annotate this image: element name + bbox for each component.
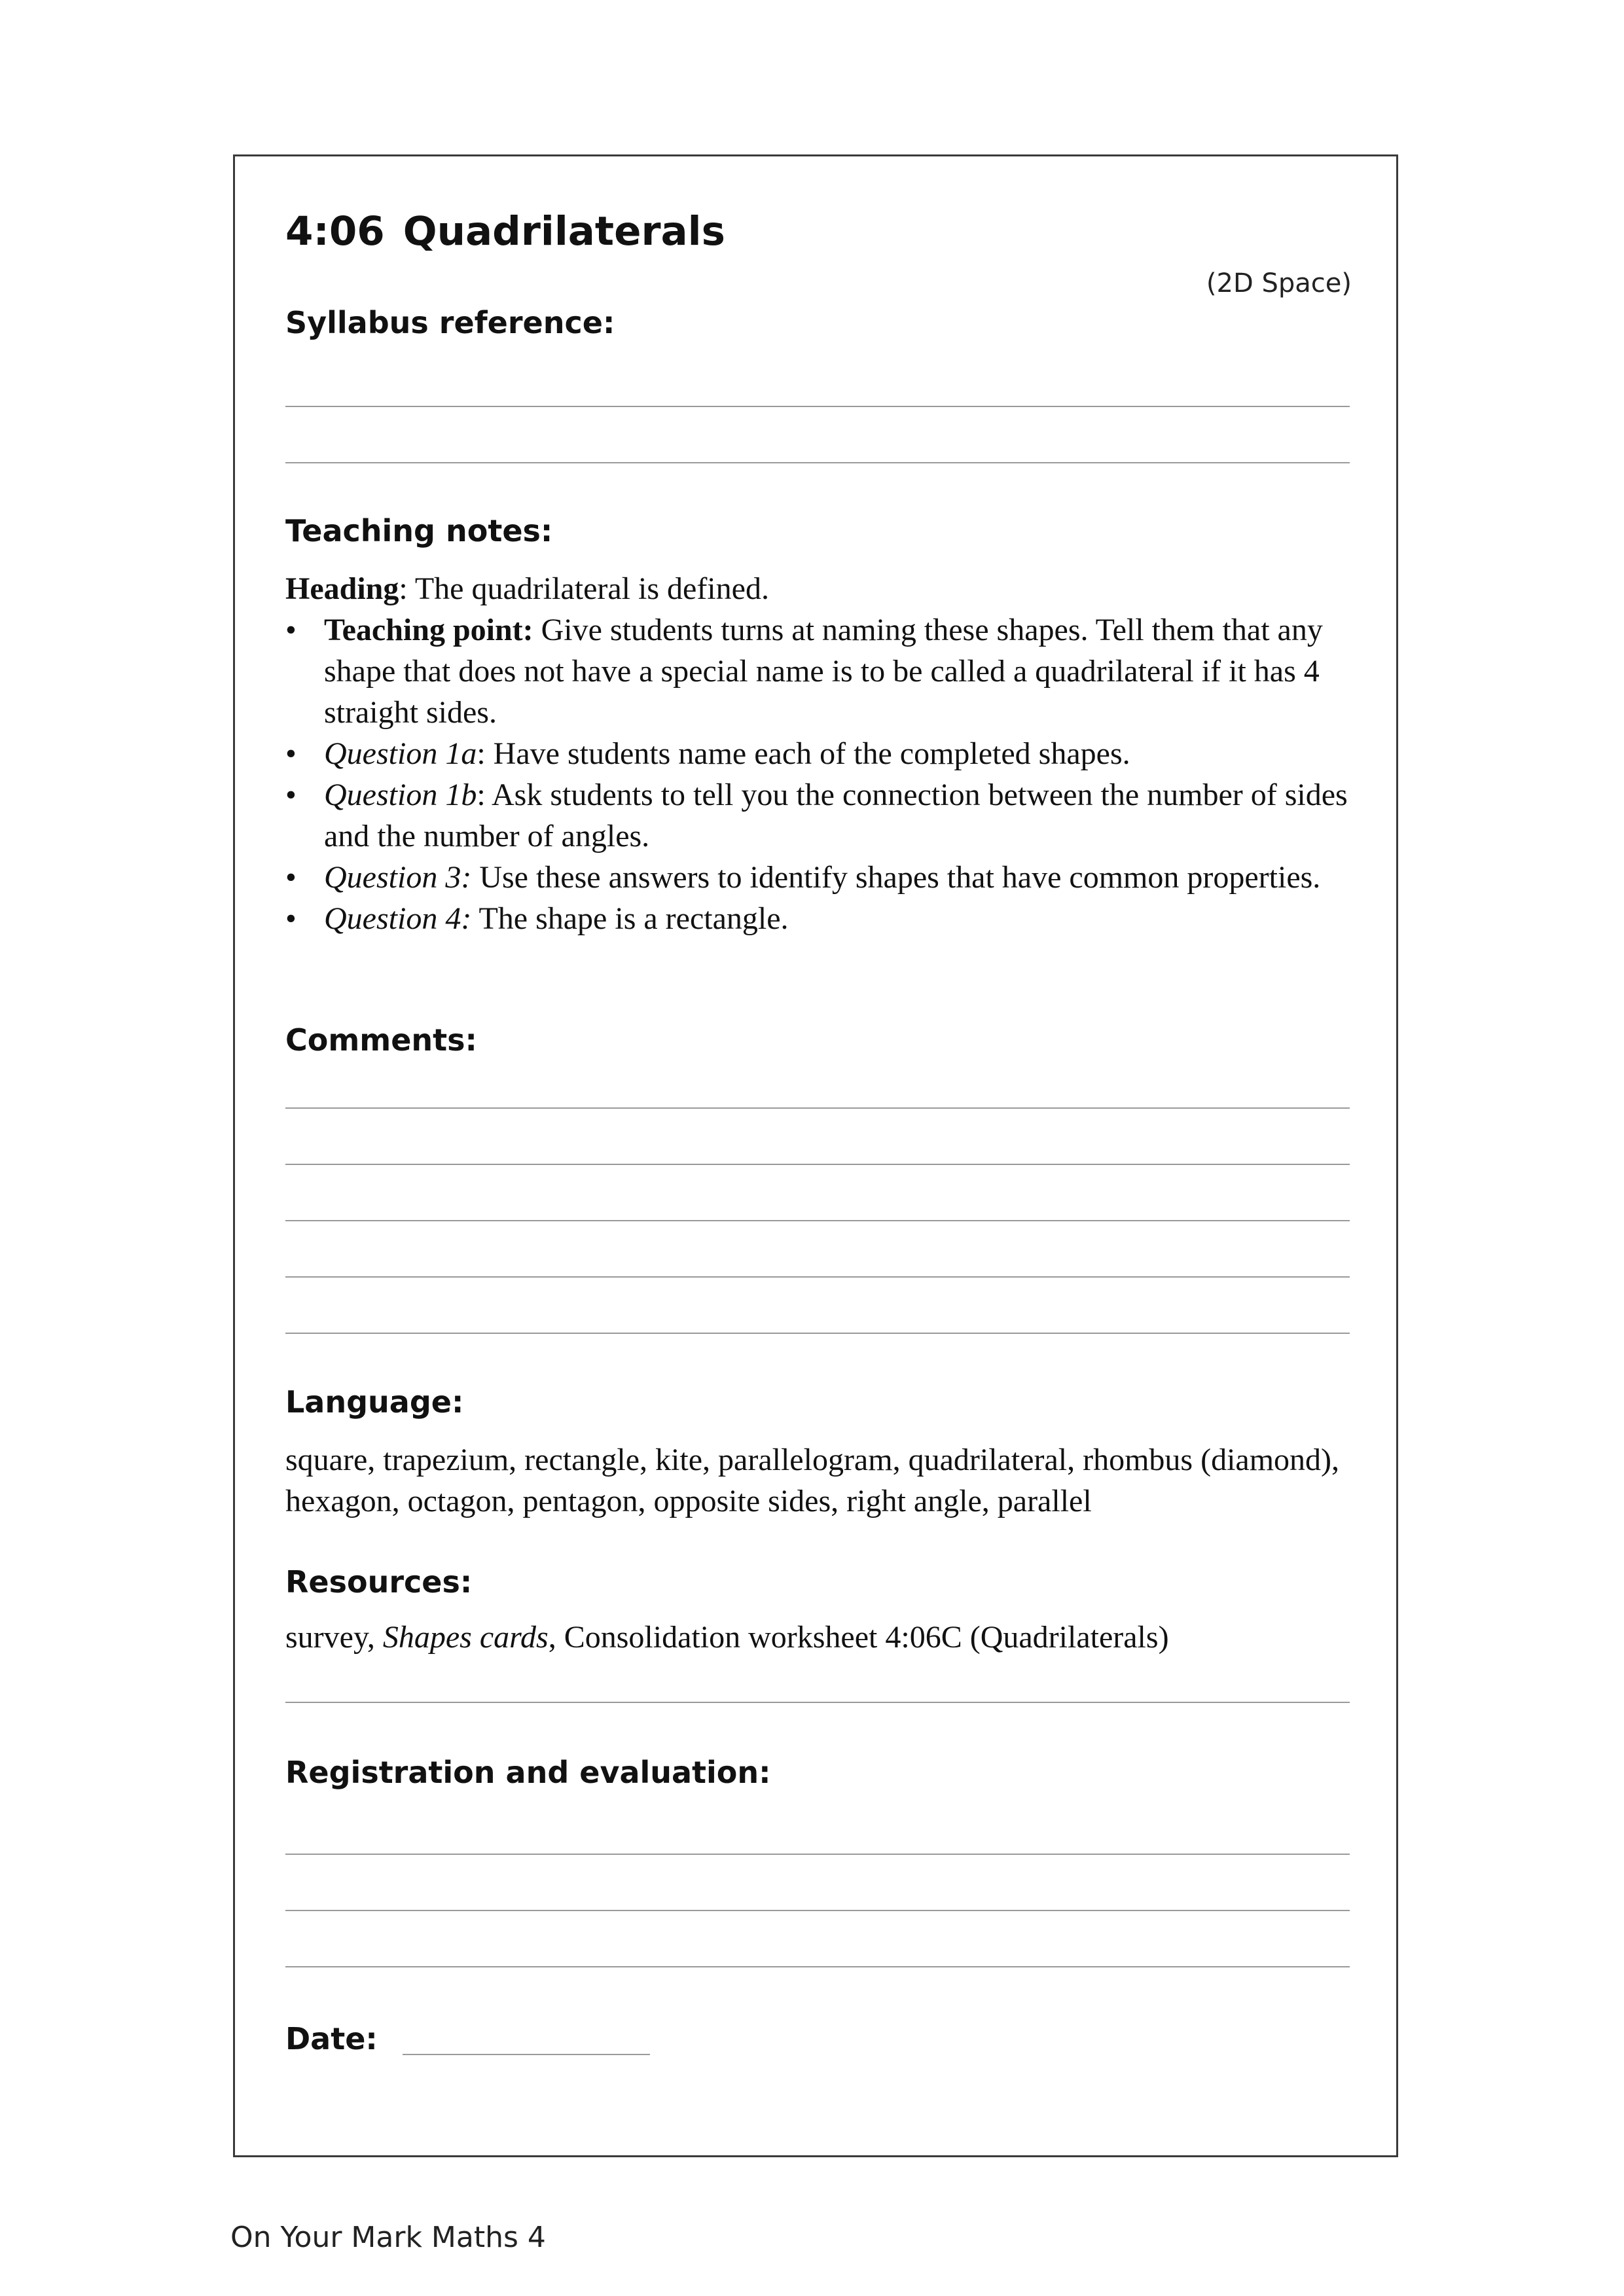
comments-line-3[interactable] — [285, 1220, 1350, 1221]
syllabus-line-2[interactable] — [285, 462, 1350, 463]
list-item — [285, 774, 1359, 857]
comments-line-5[interactable] — [285, 1333, 1350, 1334]
resources-heading: Resources: — [285, 1564, 473, 1600]
teaching-notes-heading: Teaching notes: — [285, 513, 553, 548]
bullet-icon: • — [285, 860, 297, 895]
bullet-icon: • — [285, 613, 297, 647]
bullet-icon: • — [285, 901, 297, 936]
list-item — [285, 898, 1359, 939]
bullet-icon: • — [285, 778, 297, 812]
resources-text-before: survey, — [285, 1620, 383, 1655]
comments-line-1[interactable] — [285, 1107, 1350, 1109]
bullet-label: Question 4: — [324, 901, 472, 936]
list-item — [285, 609, 1359, 733]
registration-line-2[interactable] — [285, 1910, 1350, 1911]
lesson-title: Quadrilaterals — [403, 208, 725, 255]
list-item — [285, 733, 1359, 774]
bullet-text: The shape is a rectangle. — [471, 901, 789, 936]
bullet-text: Give students turns at naming these shapes. Tell them that any shape that does not have a special name is to be called a quadrilateral if it has 4 straight sides. — [324, 613, 1323, 730]
syllabus-heading: Syllabus reference: — [285, 305, 615, 340]
page-title — [285, 208, 725, 255]
lesson-number: 4:06 — [285, 208, 385, 255]
date-label: Date: — [285, 2021, 378, 2056]
lead-text: : The quadrilateral is defined. — [399, 571, 769, 606]
comments-line-2[interactable] — [285, 1164, 1350, 1165]
resources-text — [285, 1617, 1359, 1658]
bullet-label: Question 3: — [324, 860, 472, 895]
date-field-line[interactable] — [403, 2054, 650, 2055]
bullet-label: Teaching point: — [324, 613, 533, 647]
bullet-text: : Ask students to tell you the connection between the number of sides and the number of angles. — [324, 778, 1348, 853]
comments-heading: Comments: — [285, 1022, 477, 1058]
bullet-label: Question 1a — [324, 736, 477, 771]
resources-italic-item: Shapes cards — [382, 1620, 549, 1655]
teaching-notes-lead — [285, 568, 1359, 609]
registration-line-1[interactable] — [285, 1854, 1350, 1855]
bullet-text: : Have students name each of the completed shapes. — [477, 736, 1130, 771]
resources-text-after: , Consolidation worksheet 4:06C (Quadrilaterals) — [548, 1620, 1169, 1655]
language-heading: Language: — [285, 1384, 464, 1420]
list-item — [285, 857, 1359, 898]
lead-label: Heading — [285, 571, 399, 606]
resources-line[interactable] — [285, 1702, 1350, 1703]
category-tag: (2D Space) — [1206, 268, 1352, 298]
syllabus-line-1[interactable] — [285, 406, 1350, 407]
language-text: square, trapezium, rectangle, kite, parallelogram, quadrilateral, rhombus (diamond), hexagon, octagon, pentagon, opposite sides, right angle, parallel — [285, 1443, 1340, 1518]
page-frame — [233, 154, 1398, 2157]
teaching-notes-list — [285, 609, 1359, 939]
registration-line-3[interactable] — [285, 1966, 1350, 1967]
bullet-label: Question 1b — [324, 778, 477, 812]
footer-text: On Your Mark Maths 4 — [230, 2221, 546, 2254]
bullet-icon: • — [285, 736, 297, 771]
comments-line-4[interactable] — [285, 1276, 1350, 1278]
bullet-text: Use these answers to identify shapes that have common properties. — [471, 860, 1321, 895]
registration-heading: Registration and evaluation: — [285, 1755, 771, 1790]
